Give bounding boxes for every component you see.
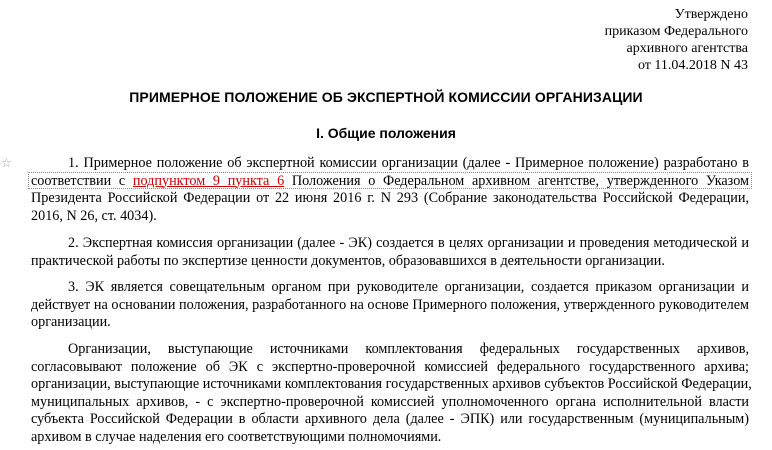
approval-line: от 11.04.2018 N 43 [637, 58, 748, 73]
paragraph-line: 2016, N 26, ст. 4034). [31, 207, 157, 224]
paragraph-line: организации, выступающие источниками комплектования государственных архивов субъектов Российской Федерации, [31, 376, 752, 392]
text-fragment: соответствии с [31, 172, 133, 189]
paragraph-1 [31, 155, 749, 225]
approval-line: приказом Федерального [604, 24, 748, 39]
paragraph-4 [31, 341, 752, 446]
paragraph-line: Организации, выступающие источниками комплектования федеральных государственных архивов, [68, 341, 749, 357]
paragraph-line [31, 173, 749, 191]
paragraph-line: Президента Российской Федерации от 22 июня 2016 г. N 293 (Собрание законодательства Российской Федерации, [31, 190, 749, 206]
paragraph-line: архивом в случае наделения его соответствующими полномочиями. [31, 428, 442, 445]
document-title: ПРИМЕРНОЕ ПОЛОЖЕНИЕ ОБ ЭКСПЕРТНОЙ КОМИССИИ ОРГАНИЗАЦИИ [129, 89, 643, 105]
paragraph-line: практической работы по экспертизе ценности документов, образовавшихся в деятельности организации. [31, 252, 665, 269]
paragraph-line: 1. Примерное положение об экспертной комиссии организации (далее - Примерное положение) разработано в [68, 155, 749, 171]
star-icon[interactable]: ☆ [1, 156, 12, 170]
paragraph-3 [31, 279, 749, 332]
paragraph-line: организации. [31, 314, 111, 330]
approval-line: Утверждено [674, 7, 748, 22]
paragraph-line: 3. ЭК является совещательным органом при руководителе организации, создается приказом организации и [68, 279, 749, 295]
approval-line: архивного агентства [626, 41, 748, 56]
paragraph-2 [31, 235, 749, 270]
paragraph-line: муниципальных архивов, - с экспертно-проверочной комиссией уполномоченного органа исполнительной власти [31, 393, 749, 410]
law-reference-link[interactable]: подпунктом 9 пункта 6 [132, 172, 285, 189]
paragraph-line: субъекта Российской Федерации в области архивного дела (далее - ЭПК) или государственным (муниципальным) [31, 411, 749, 427]
text-fragment: Положения о Федеральном архивном агентстве, утвержденного Указом [284, 172, 750, 189]
paragraph-line: согласовывают положение об ЭК с экспертно-проверочной комиссией федерального государственного архива; [31, 358, 749, 375]
section-heading: I. Общие положения [316, 125, 456, 141]
paragraph-line: действует на основании положения, разработанного на основе Примерного положения, утвержденного руководителем [31, 296, 749, 313]
paragraph-line: 2. Экспертная комиссия организации (далее - ЭК) создается в целях организации и проведения методической и [68, 235, 749, 251]
approval-stamp [605, 6, 748, 74]
